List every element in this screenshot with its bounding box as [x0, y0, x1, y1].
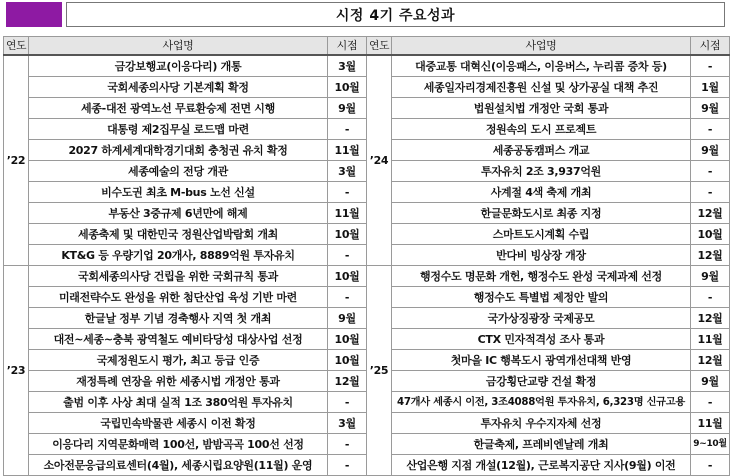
timing-cell-left: 9월	[328, 98, 367, 119]
project-cell-left: 세종축제 및 대한민국 정원산업박람회 개최	[29, 224, 328, 245]
timing-cell-right: 1월	[691, 77, 730, 98]
timing-cell-right: -	[691, 161, 730, 182]
timing-cell-left: 12월	[328, 371, 367, 392]
project-cell-right: 투자유치 우수지자체 선정	[392, 413, 691, 434]
project-cell-right: 법원설치법 개정안 국회 통과	[392, 98, 691, 119]
project-cell-left: 소아전문응급의료센터(4월), 세종시립요양원(11월) 운영	[29, 455, 328, 476]
timing-cell-right: 11월	[691, 413, 730, 434]
project-cell-left: 대통령 제2집무실 로드맵 마련	[29, 119, 328, 140]
timing-cell-left: 10월	[328, 266, 367, 287]
project-cell-left: 대전~세종~충북 광역철도 예비타당성 대상사업 선정	[29, 329, 328, 350]
timing-cell-right: -	[691, 392, 730, 413]
project-cell-right: 금강횡단교량 건설 확정	[392, 371, 691, 392]
header-year-left: 연도	[4, 37, 29, 56]
timing-cell-left: 10월	[328, 350, 367, 371]
project-cell-left: 부동산 3중규제 6년만에 해제	[29, 203, 328, 224]
project-cell-left: 출범 이후 사상 최대 실적 1조 380억원 투자유치	[29, 392, 328, 413]
timing-cell-right: 12월	[691, 350, 730, 371]
project-cell-right: 한글축제, 프레비엔날레 개최	[392, 434, 691, 455]
project-cell-left: 미래전략수도 완성을 위한 첨단산업 육성 기반 마련	[29, 287, 328, 308]
year-cell-right: ’24	[367, 55, 392, 266]
title-accent-block	[6, 2, 62, 27]
header-year-right: 연도	[367, 37, 392, 56]
timing-cell-left: -	[328, 455, 367, 476]
project-cell-right: 산업은행 지점 개설(12월), 근로복지공단 지사(9월) 이전	[392, 455, 691, 476]
timing-cell-left: -	[328, 245, 367, 266]
project-cell-right: 행정수도 명문화 개헌, 행정수도 완성 국제과제 선정	[392, 266, 691, 287]
project-cell-left: 비수도권 최초 M-bus 노선 신설	[29, 182, 328, 203]
page-title: 시정 4기 주요성과	[66, 2, 725, 27]
timing-cell-right: 12월	[691, 245, 730, 266]
timing-cell-left: 10월	[328, 329, 367, 350]
timing-cell-right: 11월	[691, 329, 730, 350]
project-cell-right: 한글문화도시로 최종 지정	[392, 203, 691, 224]
header-project-right: 사업명	[392, 37, 691, 56]
timing-cell-right: -	[691, 287, 730, 308]
timing-cell-right: 9월	[691, 140, 730, 161]
project-cell-right: 행정수도 특별법 제정안 발의	[392, 287, 691, 308]
project-cell-right: 정원속의 도시 프로젝트	[392, 119, 691, 140]
table-header-row	[4, 37, 730, 56]
header-timing-right: 시점	[691, 37, 730, 56]
project-cell-left: 2027 하계세계대학경기대회 충청권 유치 확정	[29, 140, 328, 161]
project-cell-right: 국가상징광장 국제공모	[392, 308, 691, 329]
timing-cell-right: -	[691, 119, 730, 140]
timing-cell-right: -	[691, 182, 730, 203]
timing-cell-left: 11월	[328, 140, 367, 161]
project-cell-right: 47개사 세종시 이전, 3조4088억원 투자유치, 6,323명 신규고용	[392, 392, 691, 413]
timing-cell-left: 10월	[328, 224, 367, 245]
project-cell-left: 국회세종의사당 기본계획 확정	[29, 77, 328, 98]
project-cell-left: 국회세종의사당 건립을 위한 국회규칙 통과	[29, 266, 328, 287]
project-cell-left: 재정특례 연장을 위한 세종시법 개정안 통과	[29, 371, 328, 392]
year-cell-left: ’23	[4, 266, 29, 476]
project-cell-right: 세종일자리경제진흥원 신설 및 상가공실 대책 추진	[392, 77, 691, 98]
timing-cell-left: -	[328, 434, 367, 455]
timing-cell-left: 11월	[328, 203, 367, 224]
project-cell-left: 금강보행교(이응다리) 개통	[29, 55, 328, 77]
year-cell-right: ’25	[367, 266, 392, 476]
timing-cell-left: -	[328, 182, 367, 203]
timing-cell-left: -	[328, 119, 367, 140]
timing-cell-left: 3월	[328, 55, 367, 77]
project-cell-right: 스마트도시계획 수립	[392, 224, 691, 245]
timing-cell-right: 10월	[691, 224, 730, 245]
timing-cell-left: 9월	[328, 308, 367, 329]
timing-cell-right: 12월	[691, 308, 730, 329]
timing-cell-left: 3월	[328, 161, 367, 182]
project-cell-left: 세종예술의 전당 개관	[29, 161, 328, 182]
timing-cell-right: 9월	[691, 98, 730, 119]
timing-cell-right: 12월	[691, 203, 730, 224]
achievements-table	[3, 36, 730, 476]
project-cell-right: CTX 민자적격성 조사 통과	[392, 329, 691, 350]
project-cell-left: 세종-대전 광역노선 무료환승제 전면 시행	[29, 98, 328, 119]
header-project-left: 사업명	[29, 37, 328, 56]
timing-cell-left: 3월	[328, 413, 367, 434]
project-cell-left: 이응다리 지역문화매력 100선, 밤밤곡곡 100선 선정	[29, 434, 328, 455]
timing-cell-right: 9~10월	[691, 434, 730, 455]
timing-cell-left: -	[328, 287, 367, 308]
timing-cell-left: 10월	[328, 77, 367, 98]
timing-cell-right: 9월	[691, 266, 730, 287]
project-cell-left: 국제정원도시 평가, 최고 등급 인증	[29, 350, 328, 371]
timing-cell-left: -	[328, 392, 367, 413]
timing-cell-right: -	[691, 55, 730, 77]
timing-cell-right: 9월	[691, 371, 730, 392]
table-row	[4, 55, 730, 77]
table-row	[4, 266, 730, 287]
project-cell-right: 대중교통 대혁신(이응패스, 이응버스, 누리콤 증차 등)	[392, 55, 691, 77]
table-body	[4, 55, 730, 476]
project-cell-left: 한글날 정부 기념 경축행사 지역 첫 개최	[29, 308, 328, 329]
project-cell-right: 투자유치 2조 3,937억원	[392, 161, 691, 182]
project-cell-right: 첫마을 IC 행복도시 광역개선대책 반영	[392, 350, 691, 371]
project-cell-right: 반다비 빙상장 개장	[392, 245, 691, 266]
project-cell-left: KT&G 등 우량기업 20개사, 8889억원 투자유치	[29, 245, 328, 266]
project-cell-right: 사계절 4색 축제 개최	[392, 182, 691, 203]
project-cell-left: 국립민속박물관 세종시 이전 확정	[29, 413, 328, 434]
project-cell-right: 세종공동캠퍼스 개교	[392, 140, 691, 161]
header-timing-left: 시점	[328, 37, 367, 56]
year-cell-left: ’22	[4, 55, 29, 266]
timing-cell-right: -	[691, 455, 730, 476]
